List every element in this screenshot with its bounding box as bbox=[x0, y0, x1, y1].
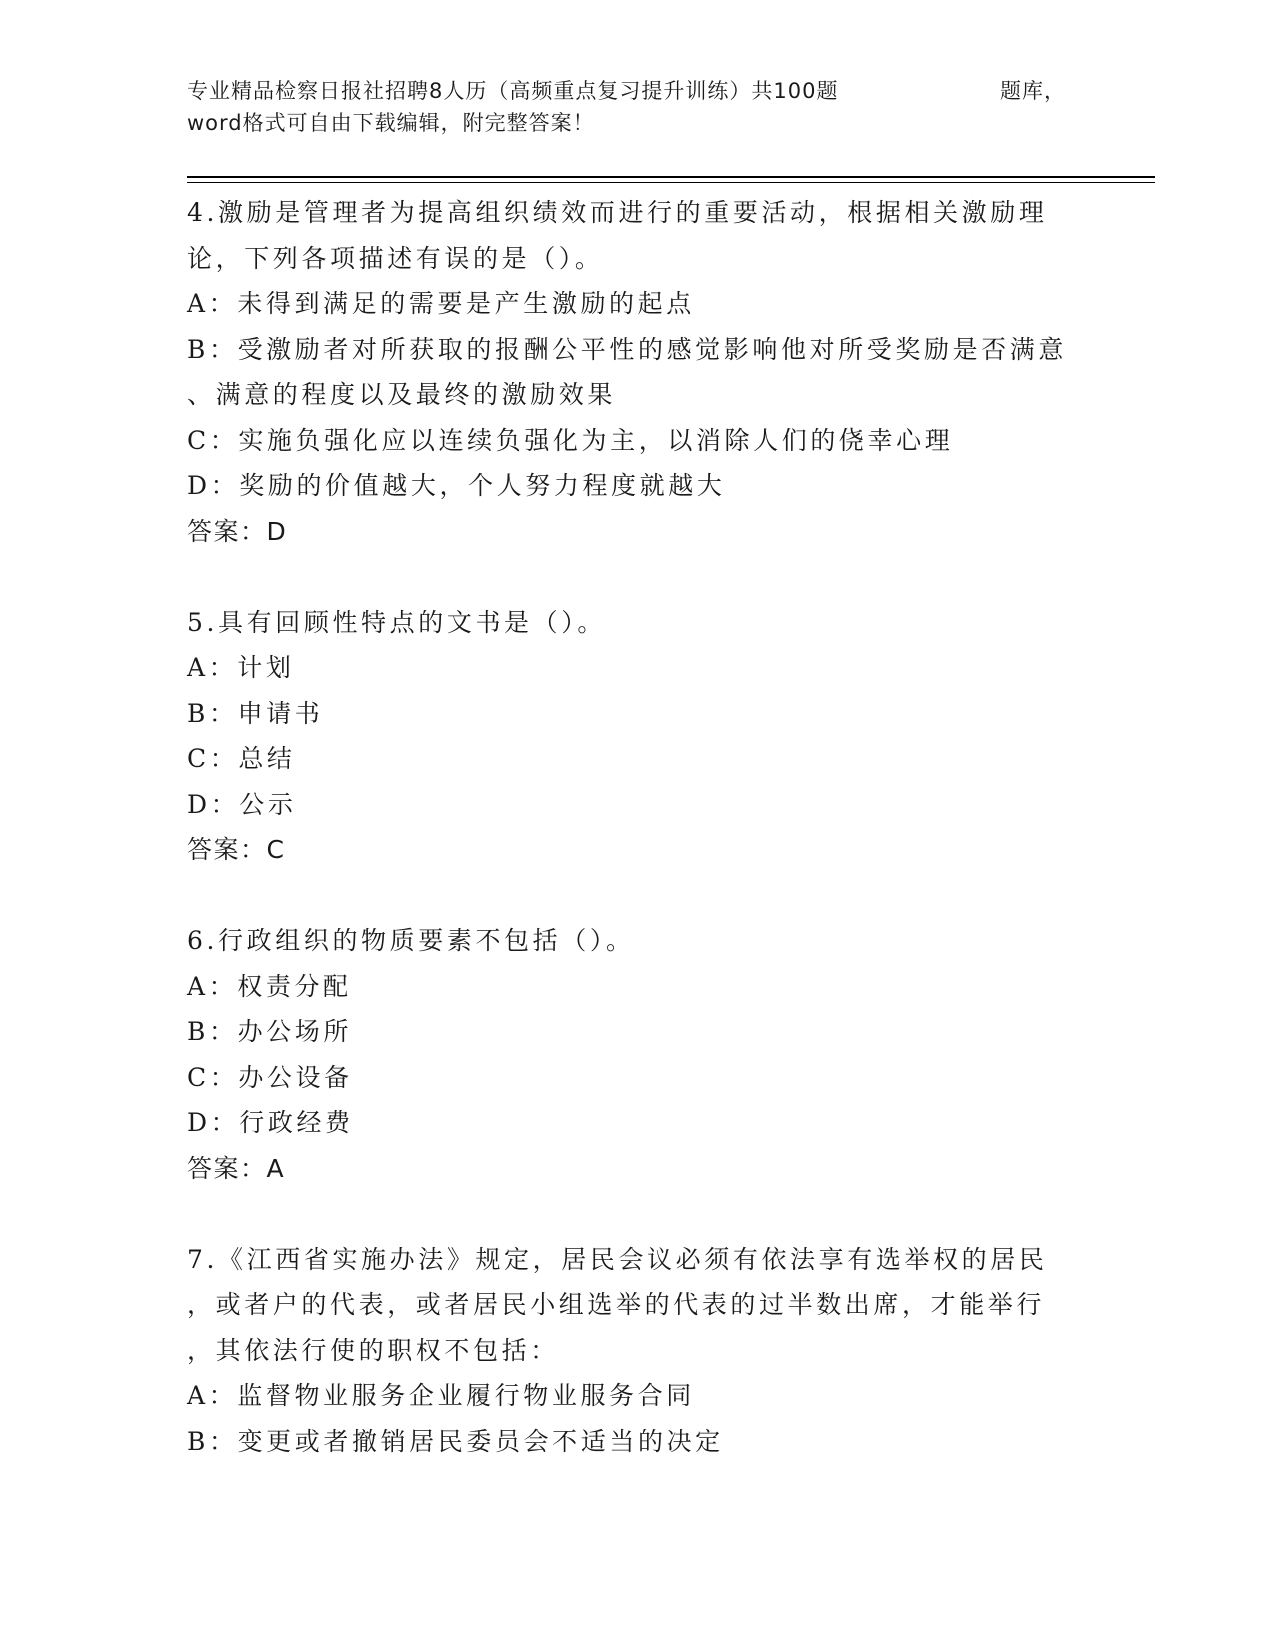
question-spacer bbox=[187, 1191, 1087, 1237]
document-header-subtitle: word格式可自由下载编辑，附完整答案！ bbox=[187, 111, 595, 135]
header-title-text: 专业精品检察日报社招聘8人历（高频重点复习提升训练）共100题 bbox=[187, 79, 839, 103]
question-stem-line: 7.《江西省实施办法》规定，居民会议必须有依法享有选举权的居民 bbox=[187, 1244, 1048, 1274]
option-line: D：公示 bbox=[187, 789, 297, 819]
header-divider-thin bbox=[187, 182, 1155, 183]
question-block bbox=[187, 190, 1087, 554]
header-divider-thick bbox=[187, 176, 1155, 178]
option-line: A：未得到满足的需要是产生激励的起点 bbox=[187, 289, 695, 318]
option-line: C：实施负强化应以连续负强化为主，以消除人们的侥幸心理 bbox=[187, 425, 954, 455]
question-block bbox=[187, 600, 1087, 873]
question-spacer bbox=[187, 873, 1087, 919]
answer-line: 答案：A bbox=[187, 1153, 286, 1183]
question-list bbox=[187, 190, 1087, 1464]
option-line: A：计划 bbox=[187, 653, 295, 682]
answer-line: 答案：D bbox=[187, 516, 288, 546]
option-line: B：受激励者对所获取的报酬公平性的感觉影响他对所受奖励是否满意 bbox=[187, 334, 1067, 364]
question-stem-line: 论，下列各项描述有误的是（）。 bbox=[187, 243, 604, 273]
option-line: C：办公设备 bbox=[187, 1062, 353, 1092]
option-line: 、满意的程度以及最终的激励效果 bbox=[187, 380, 617, 409]
question-stem-line: ，其依法行使的职权不包括： bbox=[187, 1335, 559, 1365]
question-block bbox=[187, 1237, 1087, 1465]
header-title-suffix: 题库， bbox=[1000, 79, 1066, 103]
question-block bbox=[187, 918, 1087, 1191]
question-stem-line: 5.具有回顾性特点的文书是（）。 bbox=[187, 607, 606, 637]
question-stem-line: 6.行政组织的物质要素不包括（）。 bbox=[187, 926, 635, 955]
option-line: B：办公场所 bbox=[187, 1017, 352, 1046]
option-line: B：申请书 bbox=[187, 698, 324, 728]
document-header-title bbox=[187, 76, 1067, 106]
option-line: A：监督物业服务企业履行物业服务合同 bbox=[187, 1381, 695, 1410]
question-stem-line: 4.激励是管理者为提高组织绩效而进行的重要活动，根据相关激励理 bbox=[187, 198, 1048, 227]
option-line: B：变更或者撤销居民委员会不适当的决定 bbox=[187, 1426, 724, 1456]
question-stem-line: ，或者户的代表，或者居民小组选举的代表的过半数出席，才能举行 bbox=[187, 1290, 1046, 1319]
answer-line: 答案：C bbox=[187, 835, 286, 864]
option-line: D：行政经费 bbox=[187, 1108, 354, 1137]
option-line: C：总结 bbox=[187, 744, 296, 773]
option-line: D：奖励的价值越大，个人努力程度就越大 bbox=[187, 471, 726, 500]
option-line: A：权责分配 bbox=[187, 971, 352, 1001]
question-spacer bbox=[187, 554, 1087, 600]
